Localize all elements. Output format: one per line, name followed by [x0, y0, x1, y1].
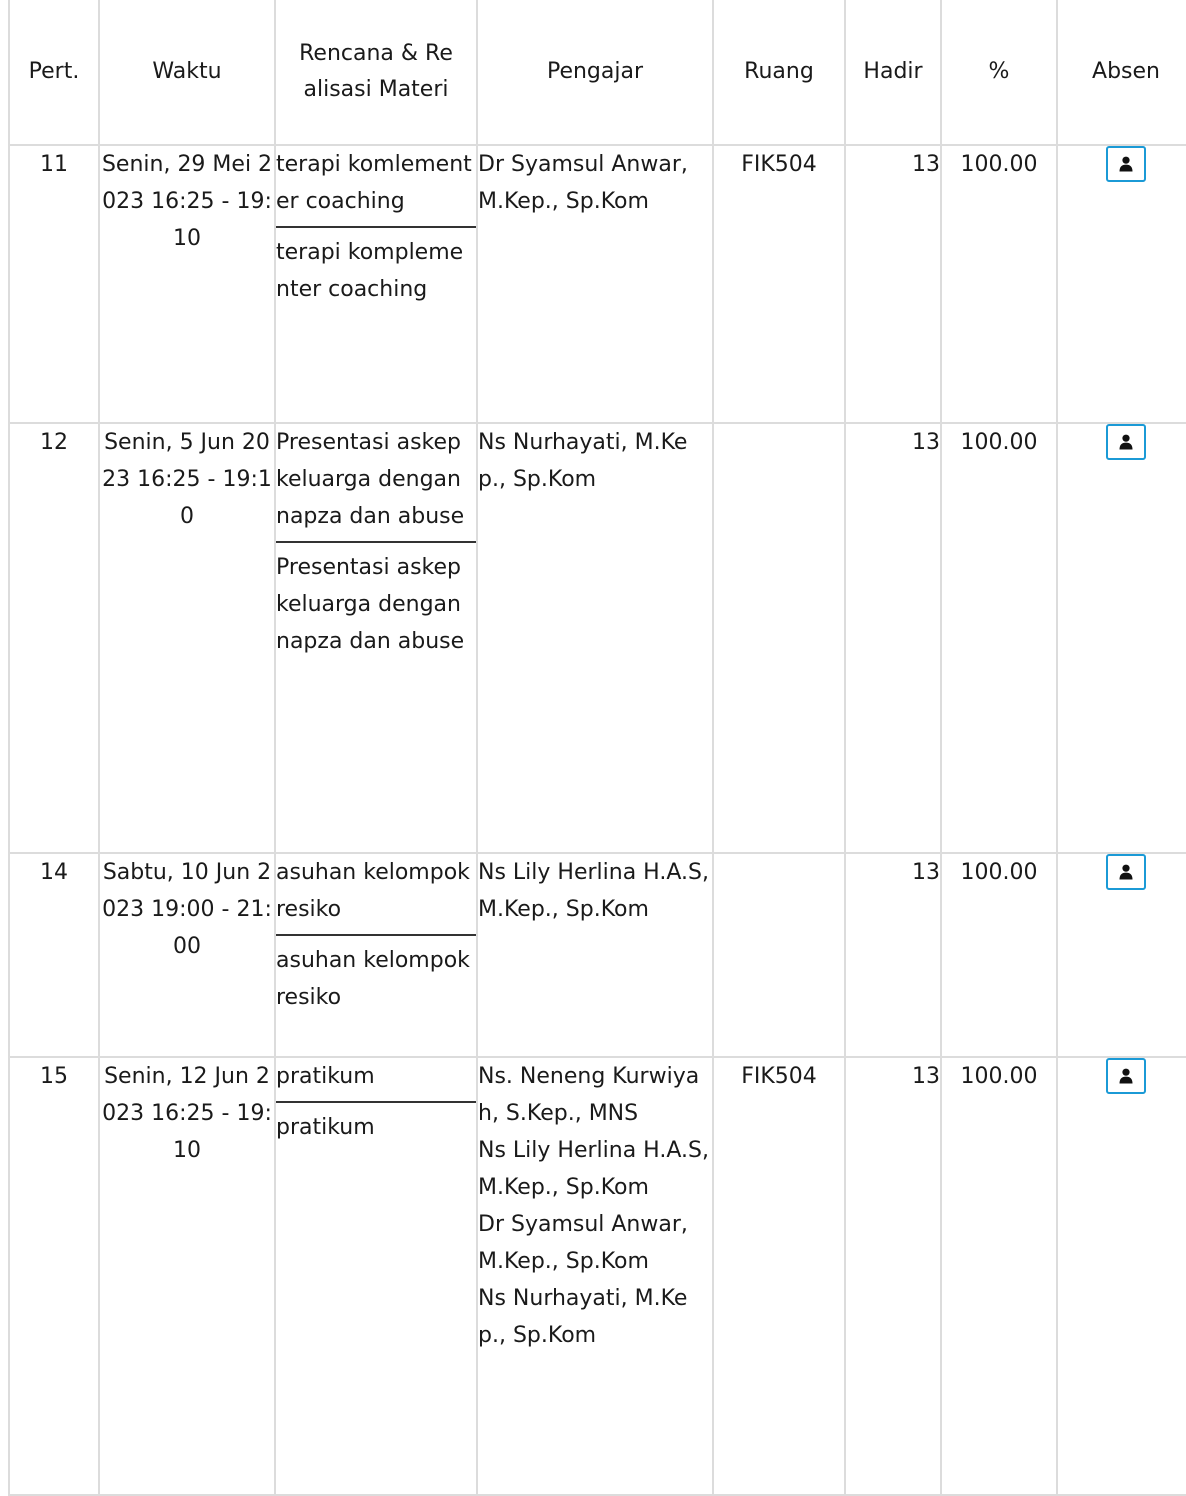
pert-cell: 11: [9, 145, 99, 423]
realisasi-text: pratikum: [276, 1101, 476, 1152]
absen-cell: [1057, 853, 1186, 1057]
pengajar-name: Dr Syamsul Anwar, M.Kep., Sp.Kom: [478, 1212, 688, 1274]
user-icon: [1119, 156, 1133, 172]
pengajar-name: Ns Nurhayati, M.Kep., Sp.Kom: [478, 1286, 688, 1348]
hadir-cell: 13: [845, 1057, 941, 1495]
rencana-text: pratikum: [276, 1064, 375, 1089]
pengajar-name: Ns. Neneng Kurwiyah, S.Kep., MNS: [478, 1064, 700, 1126]
attendance-table: [8, 0, 1186, 1496]
pengajar-name: Dr Syamsul Anwar, M.Kep., Sp.Kom: [478, 152, 688, 214]
hadir-cell: 13: [845, 853, 941, 1057]
table-row: [9, 145, 1186, 423]
ruang-cell: FIK504: [713, 1057, 845, 1495]
rencana-text: terapi komlementer coaching: [276, 152, 472, 214]
absen-cell: [1057, 145, 1186, 423]
absen-button[interactable]: [1106, 424, 1146, 460]
user-icon: [1119, 434, 1133, 450]
pengajar-cell: [477, 145, 713, 423]
waktu-cell: Senin, 29 Mei 2023 16:25 - 19:10: [99, 145, 275, 423]
header-materi: Rencana & Realisasi Materi: [275, 0, 477, 145]
ruang-cell: [713, 853, 845, 1057]
user-icon: [1119, 864, 1133, 880]
hadir-cell: 13: [845, 145, 941, 423]
header-ruang: Ruang: [713, 0, 845, 145]
materi-cell: [275, 145, 477, 423]
absen-button[interactable]: [1106, 146, 1146, 182]
pert-cell: 12: [9, 423, 99, 853]
header-absen: Absen: [1057, 0, 1186, 145]
user-icon: [1119, 1068, 1133, 1084]
materi-cell: [275, 853, 477, 1057]
header-persen: %: [941, 0, 1057, 145]
ruang-cell: [713, 423, 845, 853]
absen-cell: [1057, 423, 1186, 853]
materi-cell: [275, 423, 477, 853]
ruang-cell: FIK504: [713, 145, 845, 423]
hadir-cell: 13: [845, 423, 941, 853]
rencana-text: Presentasi askep keluarga dengan napza dan abuse: [276, 430, 465, 529]
pengajar-name: Ns Lily Herlina H.A.S, M.Kep., Sp.Kom: [478, 1138, 709, 1200]
waktu-cell: Senin, 12 Jun 2023 16:25 - 19:10: [99, 1057, 275, 1495]
pengajar-name: Ns Nurhayati, M.Kep., Sp.Kom: [478, 430, 688, 492]
rencana-text: asuhan kelompok resiko: [276, 860, 470, 922]
header-waktu: Waktu: [99, 0, 275, 145]
header-pert: Pert.: [9, 0, 99, 145]
persen-cell: 100.00: [941, 1057, 1057, 1495]
header-hadir: Hadir: [845, 0, 941, 145]
persen-cell: 100.00: [941, 423, 1057, 853]
absen-button[interactable]: [1106, 1058, 1146, 1094]
persen-cell: 100.00: [941, 853, 1057, 1057]
waktu-cell: Sabtu, 10 Jun 2023 19:00 - 21:00: [99, 853, 275, 1057]
pengajar-cell: [477, 423, 713, 853]
table-row: [9, 1057, 1186, 1495]
persen-cell: 100.00: [941, 145, 1057, 423]
table-row: [9, 853, 1186, 1057]
pengajar-name: Ns Lily Herlina H.A.S, M.Kep., Sp.Kom: [478, 860, 709, 922]
realisasi-text: asuhan kelompok resiko: [276, 934, 476, 1022]
absen-button[interactable]: [1106, 854, 1146, 890]
header-pengajar: Pengajar: [477, 0, 713, 145]
pert-cell: 15: [9, 1057, 99, 1495]
materi-cell: [275, 1057, 477, 1495]
table-header-row: [9, 0, 1186, 145]
waktu-cell: Senin, 5 Jun 2023 16:25 - 19:10: [99, 423, 275, 853]
pert-cell: 14: [9, 853, 99, 1057]
pengajar-cell: [477, 1057, 713, 1495]
table-row: [9, 423, 1186, 853]
realisasi-text: Presentasi askep keluarga dengan napza dan abuse: [276, 541, 476, 666]
realisasi-text: terapi komplementer coaching: [276, 226, 476, 314]
pengajar-cell: [477, 853, 713, 1057]
absen-cell: [1057, 1057, 1186, 1495]
